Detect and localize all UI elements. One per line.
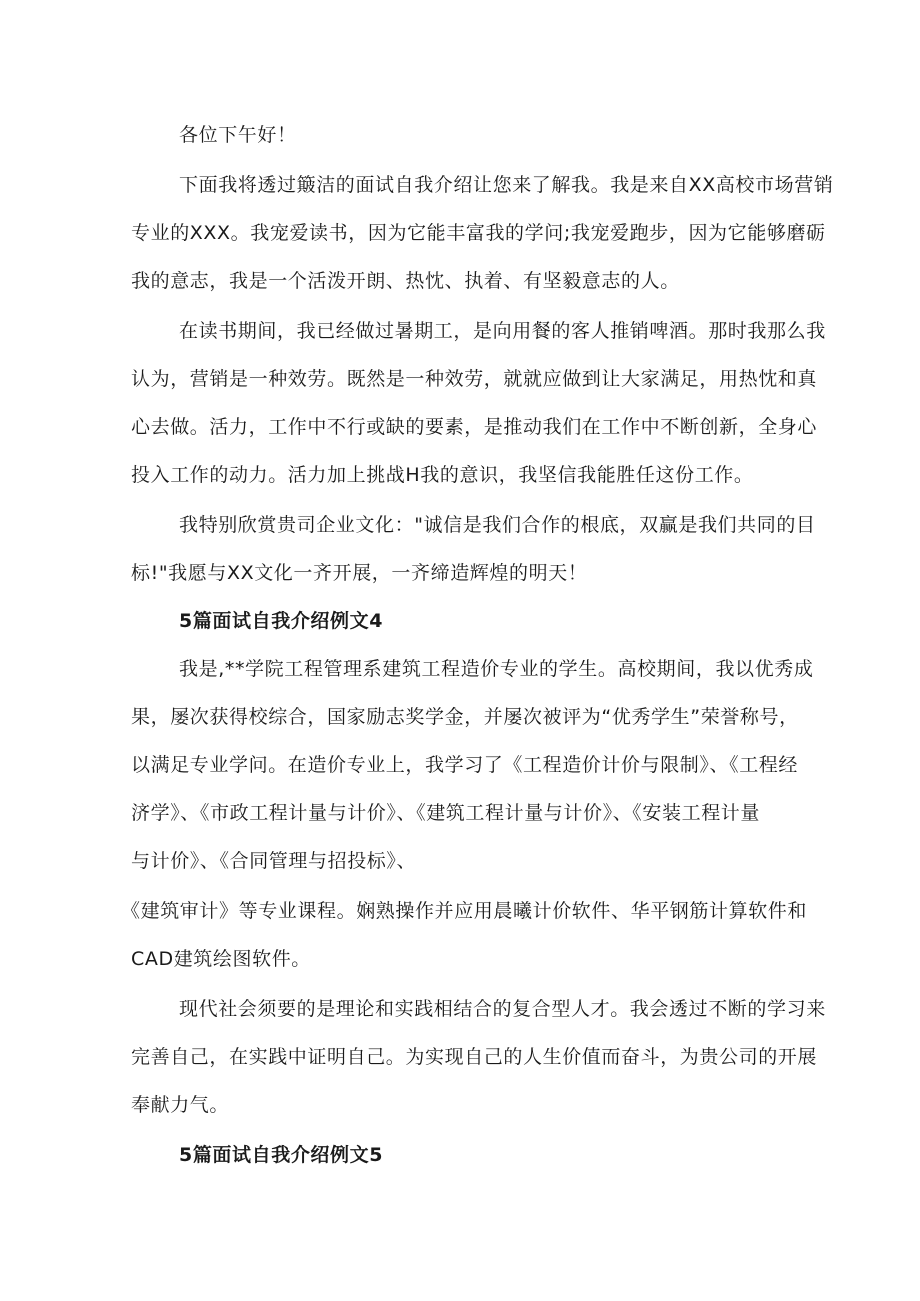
paragraph-line: CAD建筑绘图软件。 — [131, 948, 311, 970]
paragraph-line: 标!"我愿与XX文化一齐开展，一齐缔造辉煌的明天！ — [131, 562, 588, 584]
greeting-line: 各位下午好！ — [179, 124, 297, 146]
paragraph-line: 下面我将透过簸洁的面试自我介绍让您来了解我。我是来自XX高校市场营销 — [179, 174, 834, 196]
paragraph-line: 现代社会须要的是理论和实践相结合的复合型人才。我会透过不断的学习来 — [179, 998, 826, 1020]
paragraph-line: 专业的XXX。我宠爱读书，因为它能丰富我的学问;我宠爱跑步，因为它能够磨砺 — [131, 222, 826, 244]
paragraph-line: 济学》、《市政工程计量与计价》、《建筑工程计量与计价》、《安装工程计量 — [131, 802, 761, 824]
paragraph-line: 心去做。活力，工作中不行或缺的要素，是推动我们在工作中不断创新，全身心 — [131, 416, 818, 438]
section-heading: 5篇面试自我介绍例文4 — [179, 610, 384, 632]
paragraph-line: 认为，营销是一种效劳。既然是一种效劳，就就应做到让大家满足，用热忱和真 — [131, 368, 818, 390]
paragraph-line: 完善自己，在实践中证明自己。为实现自己的人生价值而奋斗，为贵公司的开展 — [131, 1046, 818, 1068]
section-heading: 5篇面试自我介绍例文5 — [179, 1144, 384, 1166]
paragraph-line: 奉献力气。 — [131, 1094, 230, 1116]
paragraph-line: 以满足专业学问。在造价专业上，我学习了《工程造价计价与限制》、《工程经 — [131, 754, 799, 776]
paragraph-line: 《建筑审计》等专业课程。娴熟操作并应用晨曦计价软件、华平钢筋计算软件和 — [121, 900, 808, 922]
paragraph-line: 我特别欣赏贵司企业文化："诚信是我们合作的根底，双赢是我们共同的目 — [179, 514, 816, 536]
paragraph-line: 我是,**学院工程管理系建筑工程造价专业的学生。高校期间，我以优秀成 — [179, 658, 814, 680]
paragraph-line: 我的意志，我是一个活泼开朗、热忱、执着、有坚毅意志的人。 — [131, 270, 680, 292]
paragraph-line: 与计价》、《合同管理与招投标》、 — [131, 850, 417, 872]
paragraph-line: 在读书期间，我已经做过暑期工，是向用餐的客人推销啤酒。那时我那么我 — [179, 320, 826, 342]
paragraph-line: 投入工作的动力。活力加上挑战H我的意识，我坚信我能胜任这份工作。 — [131, 464, 754, 486]
paragraph-line: 果，屡次获得校综合，国家励志奖学金，并屡次被评为“优秀学生”荣誉称号， — [131, 706, 799, 728]
